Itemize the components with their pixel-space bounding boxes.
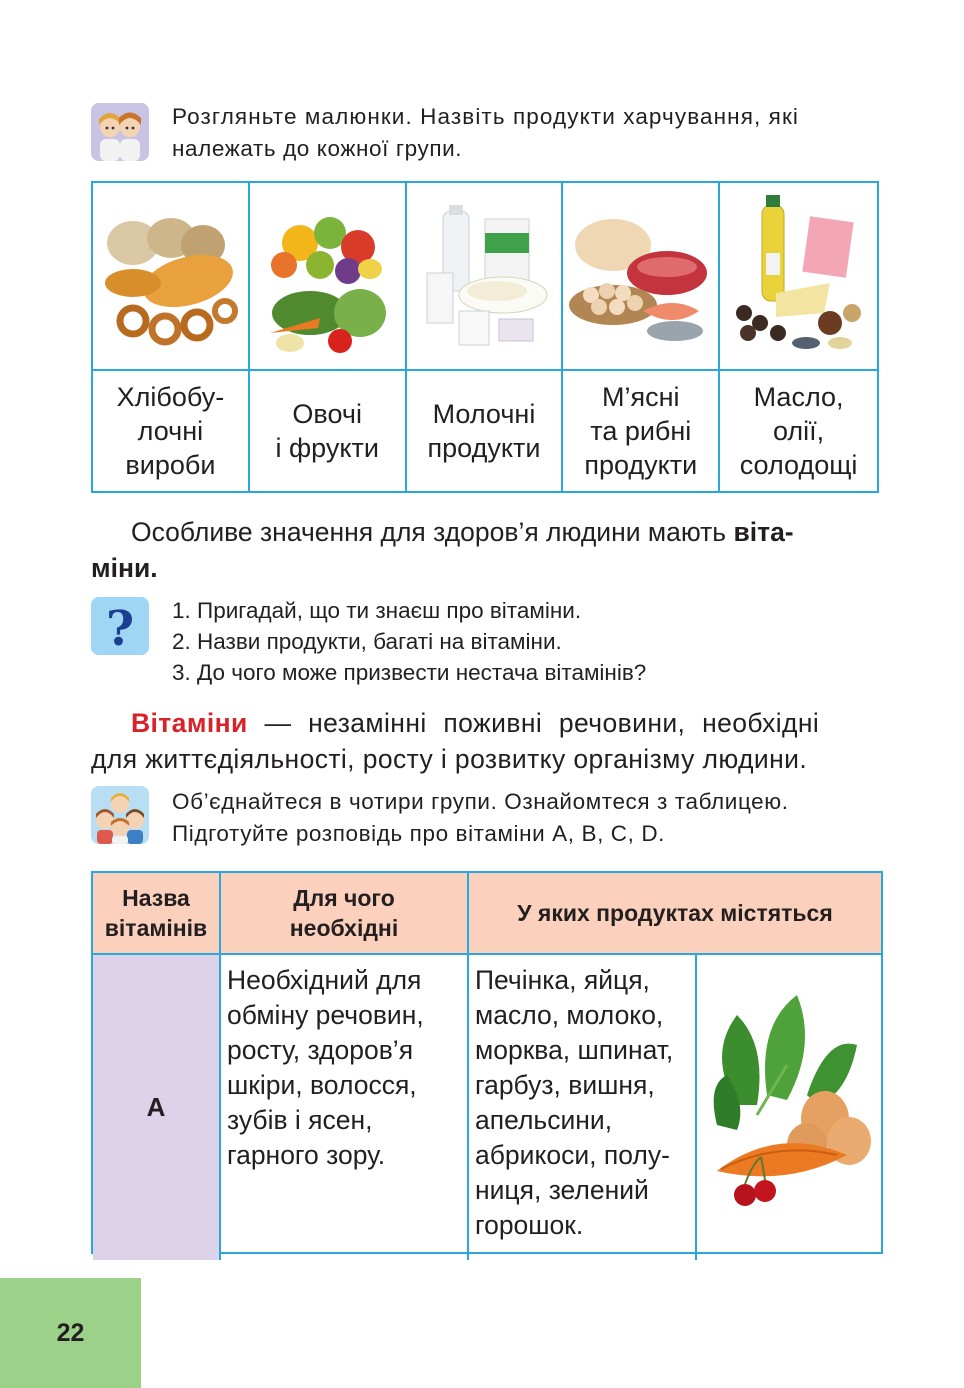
oils-sweets-image bbox=[720, 183, 877, 371]
question-item: 1. Пригадай, що ти знаєш про вітаміни. bbox=[172, 598, 582, 623]
food-group-2-line1: Овочі bbox=[292, 399, 362, 429]
products-line: масло, молоко, bbox=[475, 1000, 664, 1030]
svg-text:?: ? bbox=[105, 601, 135, 655]
meat-fish-image bbox=[563, 183, 720, 371]
two-children-icon bbox=[91, 103, 149, 161]
vitamins-table bbox=[91, 871, 883, 1254]
food-group-4-line1: М’ясні bbox=[602, 382, 680, 412]
food-groups-table bbox=[91, 181, 879, 493]
purpose-line: Необхідний для bbox=[227, 965, 422, 995]
definition-term: Вітаміни bbox=[131, 708, 248, 738]
question-item: 2. Назви продукти, багаті на вітаміни. bbox=[172, 629, 562, 654]
vitamins-word-part2: міни. bbox=[91, 553, 158, 583]
task1-line1: Розгляньте малюнки. Назвіть продукти харчування, які bbox=[172, 104, 800, 129]
vitamin-purpose-cell bbox=[221, 955, 469, 1260]
purpose-line: шкіри, волосся, bbox=[227, 1070, 417, 1100]
task2-line2: Підготуйте розповідь про вітаміни А, В, С, D. bbox=[172, 821, 666, 846]
header-products: У яких продуктах містяться bbox=[469, 873, 881, 955]
purpose-line: росту, здоров’я bbox=[227, 1035, 414, 1065]
vitamins-paragraph bbox=[91, 514, 881, 586]
food-group-4-line3: продукти bbox=[584, 450, 698, 480]
food-group-label bbox=[563, 371, 720, 491]
food-group-4-line2: та рибні bbox=[590, 416, 692, 446]
dairy-image bbox=[407, 183, 564, 371]
bread-image bbox=[93, 183, 250, 371]
products-line: апельсини, bbox=[475, 1105, 613, 1135]
task1-text bbox=[172, 101, 799, 165]
header-vitamin-name-line2: вітамінів bbox=[104, 915, 208, 941]
header-vitamin-name-line1: Назва bbox=[122, 885, 190, 911]
header-purpose bbox=[221, 873, 469, 955]
food-group-label bbox=[250, 371, 407, 491]
food-group-1-line3: вироби bbox=[125, 450, 216, 480]
purpose-line: зубів і ясен, bbox=[227, 1105, 373, 1135]
question-mark-icon bbox=[91, 597, 149, 655]
food-group-label bbox=[720, 371, 877, 491]
products-line: абрикоси, полу- bbox=[475, 1140, 670, 1170]
spinach-eggs-carrot-cherries-image bbox=[697, 955, 881, 1260]
purpose-line: гарного зору. bbox=[227, 1140, 386, 1170]
vitamin-products-cell bbox=[469, 955, 697, 1260]
products-line: горошок. bbox=[475, 1210, 584, 1240]
food-group-3-line1: Молочні bbox=[432, 399, 536, 429]
food-group-label bbox=[93, 371, 250, 491]
vitamins-paragraph-line1 bbox=[91, 514, 881, 550]
group-of-children-icon bbox=[91, 786, 149, 844]
food-group-2-line2: і фрукти bbox=[275, 433, 379, 463]
food-group-5-line2: олії, bbox=[772, 416, 825, 446]
questions-list bbox=[172, 595, 646, 688]
food-group-label bbox=[407, 371, 564, 491]
products-line: Печінка, яйця, bbox=[475, 965, 650, 995]
products-line: ниця, зелений bbox=[475, 1175, 649, 1205]
definition-text-line2: для життєдіяльності, росту і розвитку організму людини. bbox=[91, 744, 808, 774]
definition-text-line1: — незамінні поживні речовини, необхідні bbox=[247, 708, 820, 738]
food-group-1-line1: Хлібобу- bbox=[116, 382, 225, 412]
task1-line2: належать до кожної групи. bbox=[172, 136, 463, 161]
header-purpose-line1: Для чого bbox=[293, 885, 395, 911]
food-group-5-line1: Масло, bbox=[753, 382, 844, 412]
task2-text bbox=[172, 786, 789, 850]
purpose-line: обміну речовин, bbox=[227, 1000, 424, 1030]
vitamins-paragraph-text: Особливе значення для здоров’я людини мають bbox=[131, 517, 734, 547]
header-purpose-line2: необхідні bbox=[289, 915, 399, 941]
fruits-vegetables-image bbox=[250, 183, 407, 371]
products-line: морква, шпинат, bbox=[475, 1035, 674, 1065]
food-group-5-line3: солодощі bbox=[739, 450, 858, 480]
header-vitamin-name bbox=[93, 873, 221, 955]
vitamins-definition bbox=[91, 705, 881, 777]
question-item: 3. До чого може призвести нестача вітамінів? bbox=[172, 660, 647, 685]
vitamin-name-cell: А bbox=[93, 955, 221, 1260]
page-number: 22 bbox=[0, 1278, 141, 1388]
task2-line1: Об’єднайтеся в чотири групи. Ознайомтеся з таблицею. bbox=[172, 789, 789, 814]
products-line: гарбуз, вишня, bbox=[475, 1070, 655, 1100]
food-group-1-line2: лочні bbox=[137, 416, 204, 446]
vitamins-word-part1: віта- bbox=[733, 517, 794, 547]
food-group-3-line2: продукти bbox=[427, 433, 541, 463]
